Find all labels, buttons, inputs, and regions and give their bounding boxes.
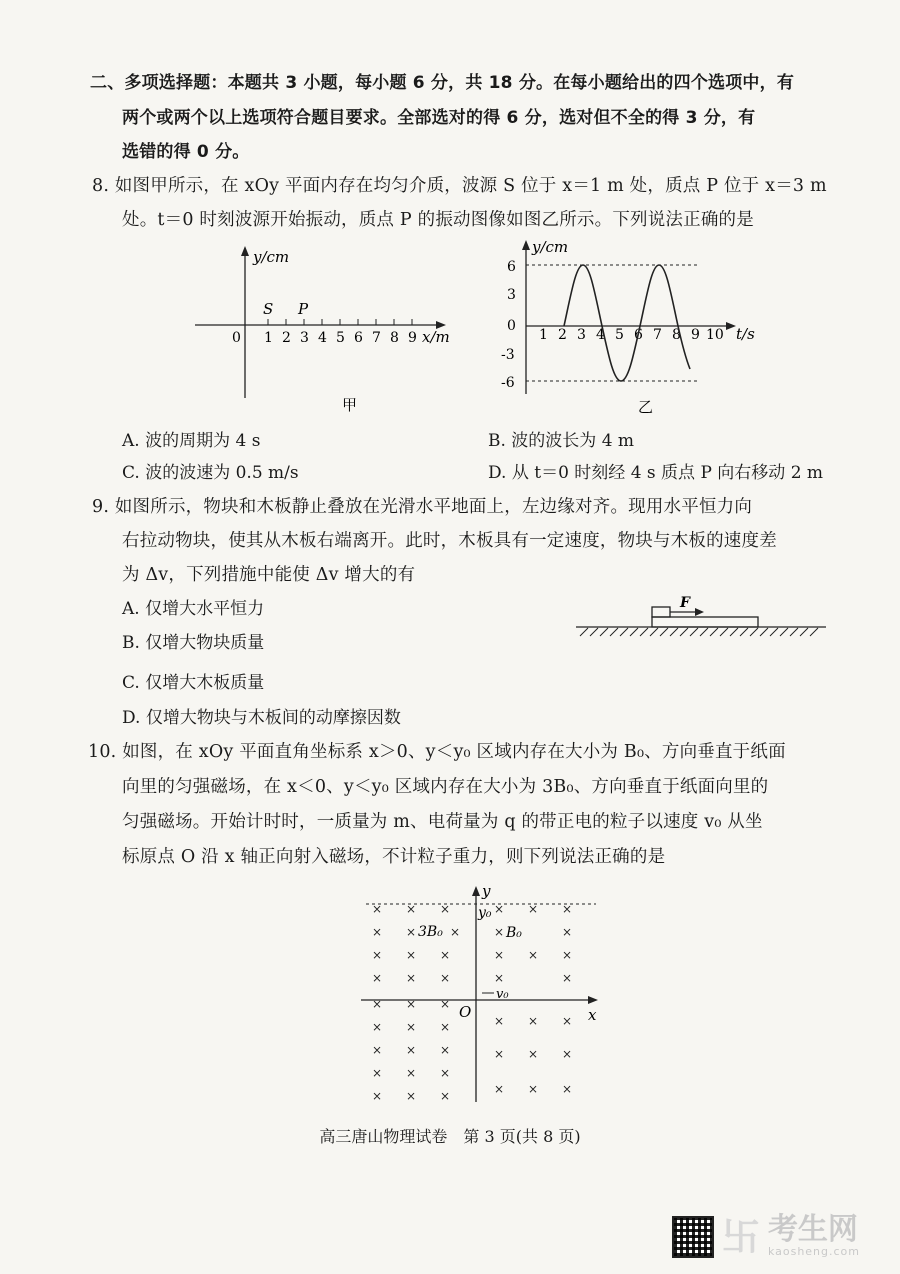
svg-text:×: × <box>528 948 539 962</box>
q10-stem-line1: 10. 如图，在 xOy 平面直角坐标系 x＞0、y＜y₀ 区域内存在大小为 B₀、方向垂直于纸面 <box>88 742 786 762</box>
svg-text:×: × <box>372 971 383 985</box>
svg-text:×: × <box>406 1089 417 1103</box>
jia-label-P: P <box>298 300 309 318</box>
svg-text:×: × <box>406 971 417 985</box>
yi-xtick: 10 <box>706 327 724 343</box>
yi-xtick: 3 <box>577 327 586 343</box>
yi-xtick: 1 <box>539 327 548 343</box>
q10-stem-line4: 标原点 O 沿 x 轴正向射入磁场，不计粒子重力，则下列说法正确的是 <box>122 847 666 867</box>
svg-text:×: × <box>562 902 573 916</box>
q8-option-b[interactable]: B. 波的波长为 4 m <box>488 431 635 451</box>
svg-text:×: × <box>494 1014 505 1028</box>
q9-stem-line1: 9. 如图所示，物块和木板静止叠放在光滑水平地面上，左边缘对齐。现用水平恒力向 <box>92 497 753 517</box>
section-header-line3: 选错的得 0 分。 <box>122 142 250 162</box>
svg-text:×: × <box>440 948 451 962</box>
jia-ticks <box>264 319 417 346</box>
yi-y-arrow <box>522 240 530 250</box>
svg-text:×: × <box>406 1043 417 1057</box>
svg-text:×: × <box>562 925 573 939</box>
svg-text:×: × <box>528 902 539 916</box>
q9-block <box>652 607 670 617</box>
svg-text:×: × <box>528 1082 539 1096</box>
q10-y-label: y <box>482 882 491 900</box>
q10-right-field-label: B₀ <box>506 925 522 941</box>
section-header-line2: 两个或两个以上选项符合题目要求。全部选对的得 6 分，选对但不全的得 3 分，有 <box>122 108 756 128</box>
q10-stem-line2: 向里的匀强磁场，在 x＜0、y＜y₀ 区域内存在大小为 3B₀、方向垂直于纸面向里的 <box>122 777 769 797</box>
svg-text:×: × <box>562 971 573 985</box>
yi-yticks <box>501 259 516 391</box>
svg-text:×: × <box>494 1082 505 1096</box>
svg-text:×: × <box>406 997 417 1011</box>
jia-xlabel: x/m <box>422 328 450 346</box>
watermark-text <box>767 1212 860 1258</box>
q9-force-label: F <box>680 596 690 611</box>
yi-ytick: 6 <box>507 259 516 275</box>
svg-text:×: × <box>450 925 461 939</box>
q10-x-arrow <box>588 996 598 1004</box>
svg-text:×: × <box>372 1066 383 1080</box>
jia-label-S: S <box>263 300 274 318</box>
yi-t-arrow <box>726 322 736 330</box>
svg-text:×: × <box>372 1020 383 1034</box>
svg-text:×: × <box>562 1014 573 1028</box>
svg-text:×: × <box>494 971 505 985</box>
jia-tick: 5 <box>336 330 345 346</box>
watermark-en: kaosheng.com <box>767 1245 860 1258</box>
q10-x-label: x <box>588 1006 597 1024</box>
q10-y0-label: y₀ <box>478 905 492 921</box>
svg-text:×: × <box>406 902 417 916</box>
q9-ground-hatch <box>580 628 818 636</box>
yi-ytick: 3 <box>507 287 516 303</box>
jia-tick: 3 <box>300 330 309 346</box>
yi-xtick: 8 <box>672 327 681 343</box>
q9-option-a[interactable]: A. 仅增大水平恒力 <box>122 599 265 619</box>
q9-figure <box>576 596 830 646</box>
section-header-line1: 二、多项选择题：本题共 3 小题，每小题 6 分，共 18 分。在每小题给出的四个选项中，有 <box>90 73 795 93</box>
q10-left-field-label: 3B₀ <box>418 924 443 940</box>
jia-tick: 7 <box>372 330 381 346</box>
svg-text:×: × <box>562 1047 573 1061</box>
svg-text:×: × <box>372 948 383 962</box>
q10-figure <box>356 880 606 1106</box>
svg-text:×: × <box>528 1014 539 1028</box>
svg-text:×: × <box>494 902 505 916</box>
jia-caption: 甲 <box>342 396 358 414</box>
svg-text:×: × <box>406 1066 417 1080</box>
yi-ytick: -6 <box>501 375 515 391</box>
q10-y-arrow <box>472 886 480 896</box>
svg-text:×: × <box>372 1089 383 1103</box>
q8-stem-line1: 8. 如图甲所示，在 xOy 平面内存在均匀介质，波源 S 位于 x＝1 m 处，质点 P 位于 x＝3 m <box>92 176 827 196</box>
q9-option-c[interactable]: C. 仅增大木板质量 <box>122 673 265 693</box>
q9-option-d[interactable]: D. 仅增大物块与木板间的动摩擦因数 <box>122 708 401 728</box>
svg-text:×: × <box>440 1089 451 1103</box>
jia-tick: 1 <box>264 330 273 346</box>
q10-stem-line3: 匀强磁场。开始计时时，一质量为 m、电荷量为 q 的带正电的粒子以速度 v₀ 从坐 <box>122 812 763 832</box>
jia-tick: 4 <box>318 330 327 346</box>
yi-ytick: -3 <box>501 347 515 363</box>
svg-text:×: × <box>494 1047 505 1061</box>
jia-tick: 9 <box>408 330 417 346</box>
q9-option-b[interactable]: B. 仅增大物块质量 <box>122 633 265 653</box>
q8-option-a[interactable]: A. 波的周期为 4 s <box>122 431 261 451</box>
svg-text:×: × <box>372 997 383 1011</box>
q8-option-d[interactable]: D. 从 t＝0 时刻经 4 s 质点 P 向右移动 2 m <box>488 463 824 483</box>
svg-text:×: × <box>562 948 573 962</box>
svg-text:×: × <box>406 1020 417 1034</box>
svg-text:×: × <box>406 925 417 939</box>
yi-xtick: 6 <box>634 327 643 343</box>
q9-stem-line3: 为 Δv，下列措施中能使 Δv 增大的有 <box>122 565 416 585</box>
svg-text:×: × <box>440 1043 451 1057</box>
yi-ytick: 0 <box>507 318 516 334</box>
svg-text:×: × <box>440 1066 451 1080</box>
svg-text:×: × <box>494 948 505 962</box>
yi-caption: 乙 <box>638 398 654 416</box>
q8-figure-jia <box>190 240 460 420</box>
svg-text:×: × <box>406 948 417 962</box>
jia-tick: 6 <box>354 330 363 346</box>
svg-text:×: × <box>440 902 451 916</box>
jia-y-arrow <box>241 246 249 256</box>
kaosheng-logo-icon: 卐 <box>721 1214 760 1259</box>
yi-xticks <box>539 327 724 343</box>
yi-xtick: 5 <box>615 327 624 343</box>
jia-tick: 2 <box>282 330 291 346</box>
yi-xlabel: t/s <box>736 325 755 343</box>
yi-ylabel: y/cm <box>532 238 569 256</box>
q8-figure-yi <box>498 234 798 420</box>
q9-stem-line2: 右拉动物块，使其从木板右端离开。此时，木板具有一定速度，物块与木板的速度差 <box>122 531 777 551</box>
q9-force-arrowhead <box>695 608 704 616</box>
svg-text:×: × <box>562 1082 573 1096</box>
q10-origin: O <box>459 1003 472 1021</box>
jia-origin: 0 <box>232 330 241 346</box>
q8-stem-line2: 处。t＝0 时刻波源开始振动，质点 P 的振动图像如图乙所示。下列说法正确的是 <box>122 210 754 230</box>
svg-text:×: × <box>372 925 383 939</box>
yi-sine-curve <box>564 265 690 381</box>
watermark-cn: 考生网 <box>767 1212 858 1247</box>
qr-code-icon <box>672 1216 714 1258</box>
jia-ylabel: y/cm <box>253 248 290 266</box>
svg-text:×: × <box>372 1043 383 1057</box>
yi-xtick: 7 <box>653 327 662 343</box>
q10-field-marks <box>372 902 572 1103</box>
yi-xtick: 9 <box>691 327 700 343</box>
q10-velocity-label: v₀ <box>496 987 509 1002</box>
jia-tick: 8 <box>390 330 399 346</box>
q9-board <box>652 617 758 627</box>
svg-text:×: × <box>372 902 383 916</box>
watermark-logo <box>672 1212 860 1259</box>
page-footer: 高三唐山物理试卷 第 3 页(共 8 页) <box>319 1127 581 1146</box>
yi-xtick: 4 <box>596 327 605 343</box>
svg-text:×: × <box>440 997 451 1011</box>
q8-option-c[interactable]: C. 波的波速为 0.5 m/s <box>122 463 299 483</box>
svg-text:×: × <box>440 1020 451 1034</box>
yi-xtick: 2 <box>558 327 567 343</box>
svg-text:×: × <box>440 971 451 985</box>
svg-text:×: × <box>494 925 505 939</box>
svg-text:×: × <box>528 1047 539 1061</box>
